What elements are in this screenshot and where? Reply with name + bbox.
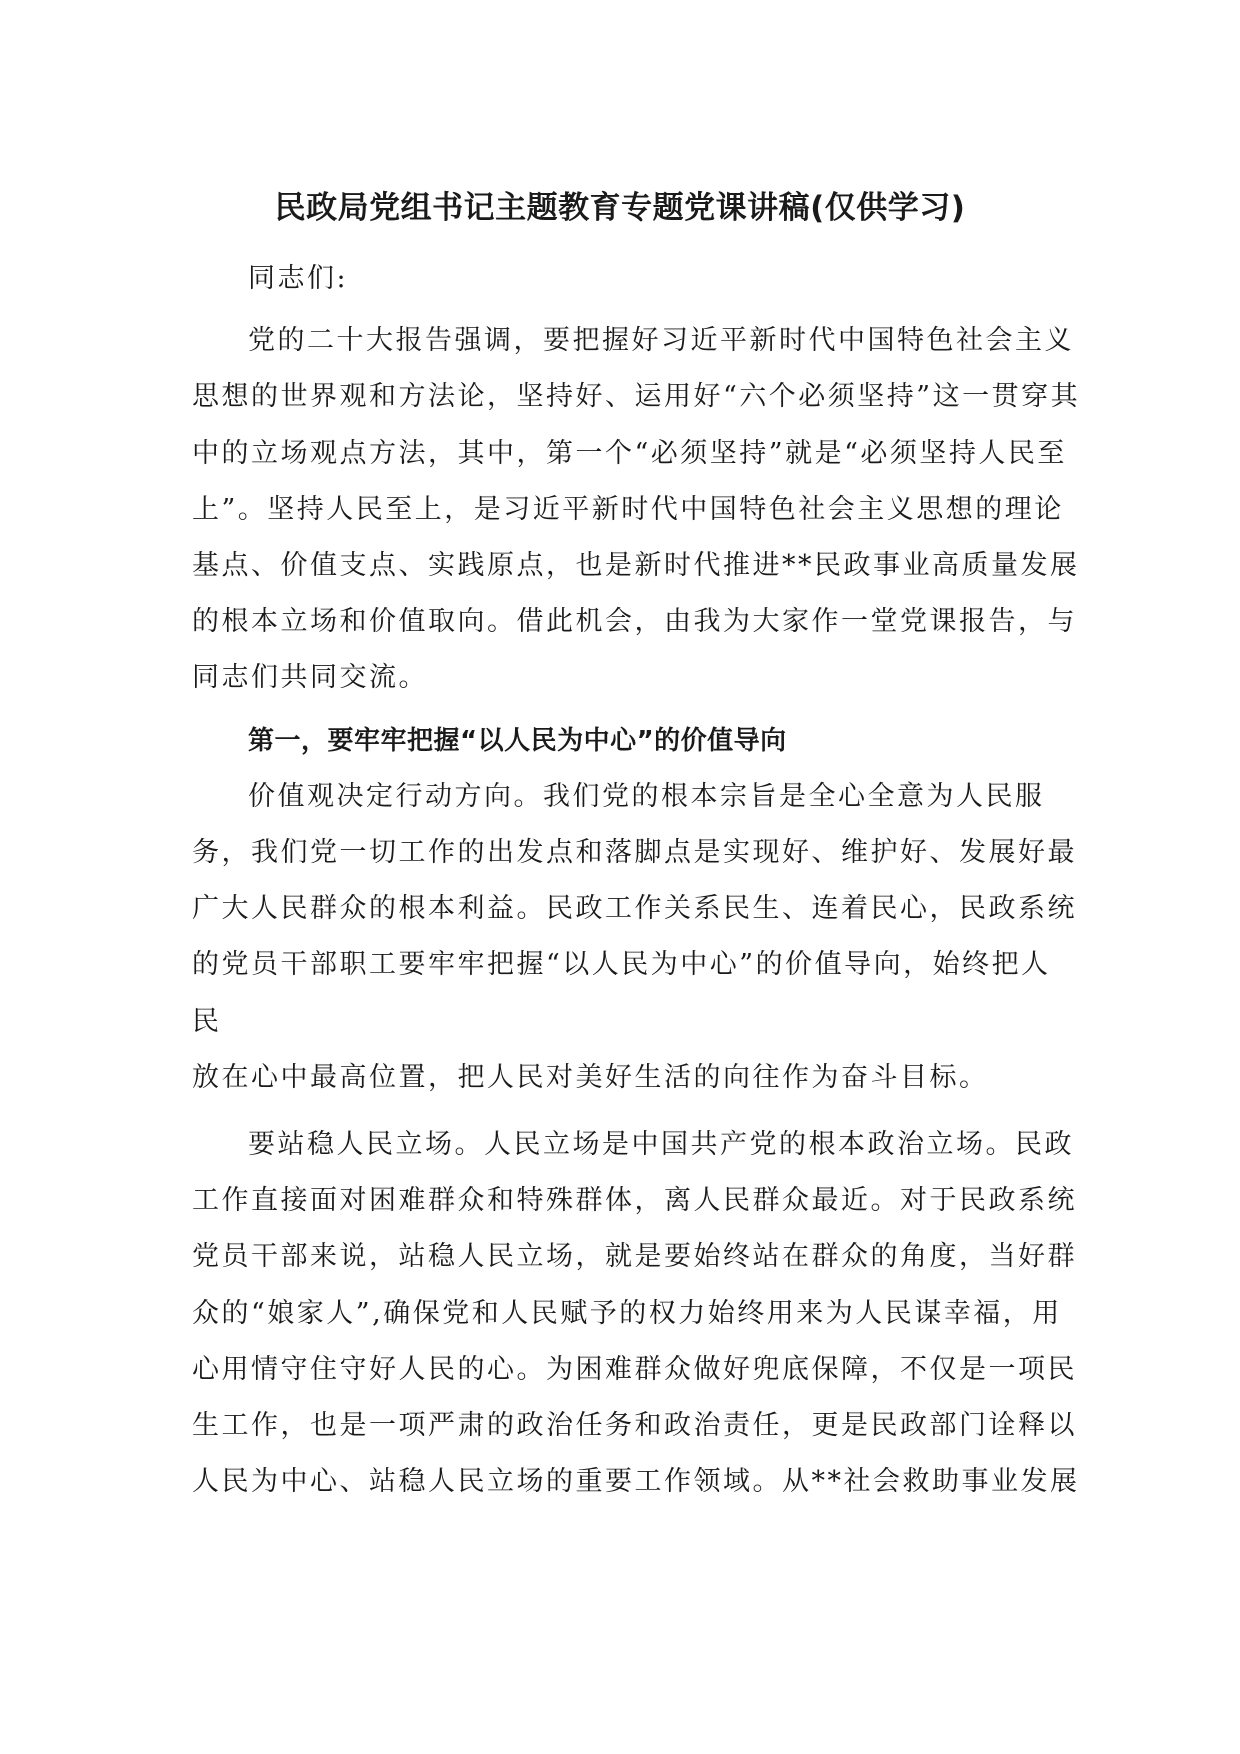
- intro-line: 思想的世界观和方法论，坚持好、运用好“六个必须坚持”这一贯穿其: [192, 381, 1081, 413]
- body-line: 的党员干部职工要牢牢把握“以人民为中心”的价值导向，始终把人: [192, 949, 1051, 981]
- body-line: 价值观决定行动方向。我们党的根本宗旨是全心全意为人民服: [248, 780, 1045, 812]
- body-line: 广大人民群众的根本利益。民政工作关系民生、连着民心，民政系统: [192, 893, 1077, 925]
- intro-line: 党的二十大报告强调，要把握好习近平新时代中国特色社会主义: [248, 325, 1074, 357]
- body-line: 工作直接面对困难群众和特殊群体，离人民群众最近。对于民政系统: [192, 1185, 1077, 1217]
- body-line: 要站稳人民立场。人民立场是中国共产党的根本政治立场。民政: [248, 1129, 1074, 1161]
- body-line: 人民为中心、站稳人民立场的重要工作领域。从**社会救助事业发展: [192, 1466, 1080, 1498]
- body-line: 心用情守住守好人民的心。为困难群众做好兜底保障，不仅是一项民: [192, 1353, 1077, 1385]
- section-1-paragraph-2: [192, 1117, 1080, 1510]
- section-1-heading: 第一，要牢牢把握“以人民为中心”的价值导向: [248, 725, 787, 756]
- intro-paragraph: [192, 313, 1081, 706]
- section-1-paragraph-1: [192, 769, 1077, 1106]
- intro-line: 中的立场观点方法，其中，第一个“必须坚持”就是“必须坚持人民至: [192, 437, 1067, 469]
- body-line: 生工作，也是一项严肃的政治任务和政治责任，更是民政部门诠释以: [192, 1410, 1077, 1442]
- body-line: 务，我们党一切工作的出发点和落脚点是实现好、维护好、发展好最: [192, 837, 1077, 869]
- paragraph-gap: [192, 1106, 1048, 1117]
- body-line: 众的“娘家人”,确保党和人民赋予的权力始终用来为人民谋幸福，用: [192, 1297, 1062, 1329]
- intro-line: 上”。坚持人民至上，是习近平新时代中国特色社会主义思想的理论: [192, 493, 1064, 525]
- body-line: 党员干部来说，站稳人民立场，就是要始终站在群众的角度，当好群: [192, 1241, 1077, 1273]
- salutation: 同志们:: [248, 263, 349, 294]
- document-title: 民政局党组书记主题教育专题党课讲稿(仅供学习): [274, 190, 966, 226]
- body-line: 放在心中最高位置，把人民对美好生活的向往作为奋斗目标。: [192, 1061, 989, 1093]
- salutation-paragraph: [192, 251, 1048, 307]
- document-body: [192, 251, 1081, 1510]
- intro-line: 的根本立场和价值取向。借此机会，由我为大家作一堂党课报告，与: [192, 606, 1077, 638]
- intro-line: 同志们共同交流。: [192, 662, 428, 694]
- section-heading-paragraph: [192, 713, 1048, 769]
- intro-line: 基点、价值支点、实践原点，也是新时代推进**民政事业高质量发展: [192, 550, 1080, 582]
- body-line: 民: [192, 1005, 222, 1037]
